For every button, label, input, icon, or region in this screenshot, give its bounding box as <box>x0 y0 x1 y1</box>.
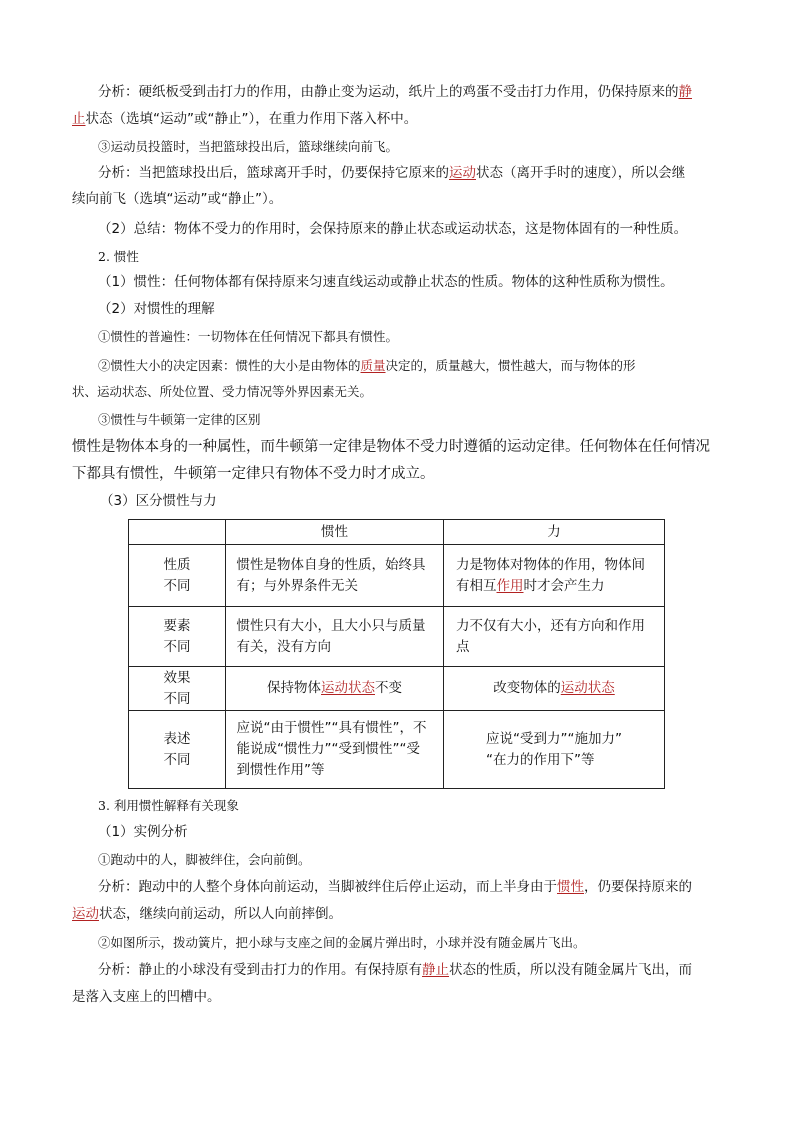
inertia-universality: ①惯性的普遍性：一切物体在任何情况下都具有惯性。 <box>98 329 399 344</box>
analysis-spring-ball: 分析：静止的小球没有受到击打力的作用。有保持原有静止状态的性质，所以没有随金属片飞出，而 <box>98 962 692 978</box>
table-row <box>129 711 665 789</box>
answer-blank: 运动 <box>449 165 476 181</box>
force-cell: 力不仅有大小，还有方向和作用点 <box>444 607 665 667</box>
inertia-cell: 惯性是物体自身的性质，始终具有；与外界条件无关 <box>226 545 444 607</box>
answer-blank: 静止 <box>422 962 449 978</box>
inertia-force-table <box>128 519 665 789</box>
inertia-cell: 应说“由于惯性”“具有惯性”，不能说成“惯性力”“受到惯性”“受到惯性作用”等 <box>226 711 444 789</box>
table-row <box>129 607 665 667</box>
example-analysis-heading: （1）实例分析 <box>98 824 188 840</box>
answer-blank: 运动 <box>72 906 99 922</box>
analysis-eggs: 分析：硬纸板受到击打力的作用，由静止变为运动，纸片上的鸡蛋不受击打力作用，仍保持原来的静 <box>98 84 692 100</box>
inertia-vs-newton-text: 惯性是物体本身的一种属性，而牛顿第一定律是物体不受力时遵循的运动定律。任何物体在任何情况 <box>72 439 710 455</box>
table-header-row <box>129 520 665 545</box>
row-header: 表述 不同 <box>129 711 226 789</box>
analysis-tripping: 分析：跑动中的人整个身体向前运动，当脚被绊住后停止运动，而上半身由于惯性，仍要保持原来的 <box>98 879 692 895</box>
answer-blank: 静 <box>678 84 692 100</box>
row-header: 要素 不同 <box>129 607 226 667</box>
example-basketball: ③运动员投篮时，当把篮球投出后，篮球继续向前飞。 <box>98 139 399 154</box>
row-header: 性质 不同 <box>129 545 226 607</box>
inertia-magnitude: ②惯性大小的决定因素：惯性的大小是由物体的质量决定的，质量越大，惯性越大，而与物体的形 <box>98 358 636 373</box>
answer-blank: 作用 <box>496 577 524 594</box>
answer-blank: 运动状态 <box>560 680 615 696</box>
force-cell: 改变物体的运动状态 <box>444 667 665 711</box>
row-header: 效果 不同 <box>129 667 226 711</box>
answer-blank: 质量 <box>360 358 386 373</box>
example-spring-ball: ②如图所示，拨动簧片，把小球与支座之间的金属片弹出时，小球并没有随金属片飞出。 <box>98 935 586 950</box>
analysis-basketball-cont: 续向前飞（选填“运动”或“静止”）。 <box>72 191 283 207</box>
inertia-magnitude-cont: 状、运动状态、所处位置、受力情况等外界因素无关。 <box>72 384 373 399</box>
answer-blank: 运动状态 <box>321 680 375 696</box>
inertia-cell: 保持物体运动状态不变 <box>226 667 444 711</box>
column-header-inertia: 惯性 <box>226 520 444 545</box>
answer-blank: 惯性 <box>557 879 584 895</box>
table-corner <box>129 520 226 545</box>
inertia-cell: 惯性只有大小，且大小只与质量有关，没有方向 <box>226 607 444 667</box>
force-cell: 力是物体对物体的作用，物体间有相互作用时才会产生力 <box>444 545 665 607</box>
example-tripping: ①跑动中的人，脚被绊住，会向前倒。 <box>98 852 311 867</box>
table-heading: （3）区分惯性与力 <box>100 493 217 509</box>
section-2-heading: 2. 惯性 <box>98 249 139 264</box>
analysis-tripping-cont: 运动状态，继续向前运动，所以人向前摔倒。 <box>72 906 342 922</box>
analysis-basketball: 分析：当把篮球投出后，篮球离开手时，仍要保持它原来的运动状态（离开手时的速度），所以会继 <box>98 165 686 181</box>
inertia-vs-newton-text-cont: 下都具有惯性，牛顿第一定律只有物体不受力时才成立。 <box>72 466 435 482</box>
inertia-vs-newton-heading: ③惯性与牛顿第一定律的区别 <box>98 412 261 427</box>
force-cell: 应说“受到力”“施加力” “在力的作用下”等 <box>444 711 665 789</box>
inertia-understanding-heading: （2）对惯性的理解 <box>98 301 215 317</box>
inertia-definition: （1）惯性：任何物体都有保持原来匀速直线运动或静止状态的性质。物体的这种性质称为惯性。 <box>98 274 674 290</box>
column-header-force: 力 <box>444 520 665 545</box>
section-3-heading: 3. 利用惯性解释有关现象 <box>98 798 239 813</box>
table-row <box>129 667 665 711</box>
answer-blank: 止 <box>72 111 86 127</box>
summary: （2）总结：物体不受力的作用时，会保持原来的静止状态或运动状态，这是物体固有的一种性质。 <box>98 221 688 237</box>
analysis-eggs-cont: 止状态（选填“运动”或“静止”），在重力作用下落入杯中。 <box>72 111 418 127</box>
table-row <box>129 545 665 607</box>
analysis-spring-ball-cont: 是落入支座上的凹槽中。 <box>72 989 221 1005</box>
